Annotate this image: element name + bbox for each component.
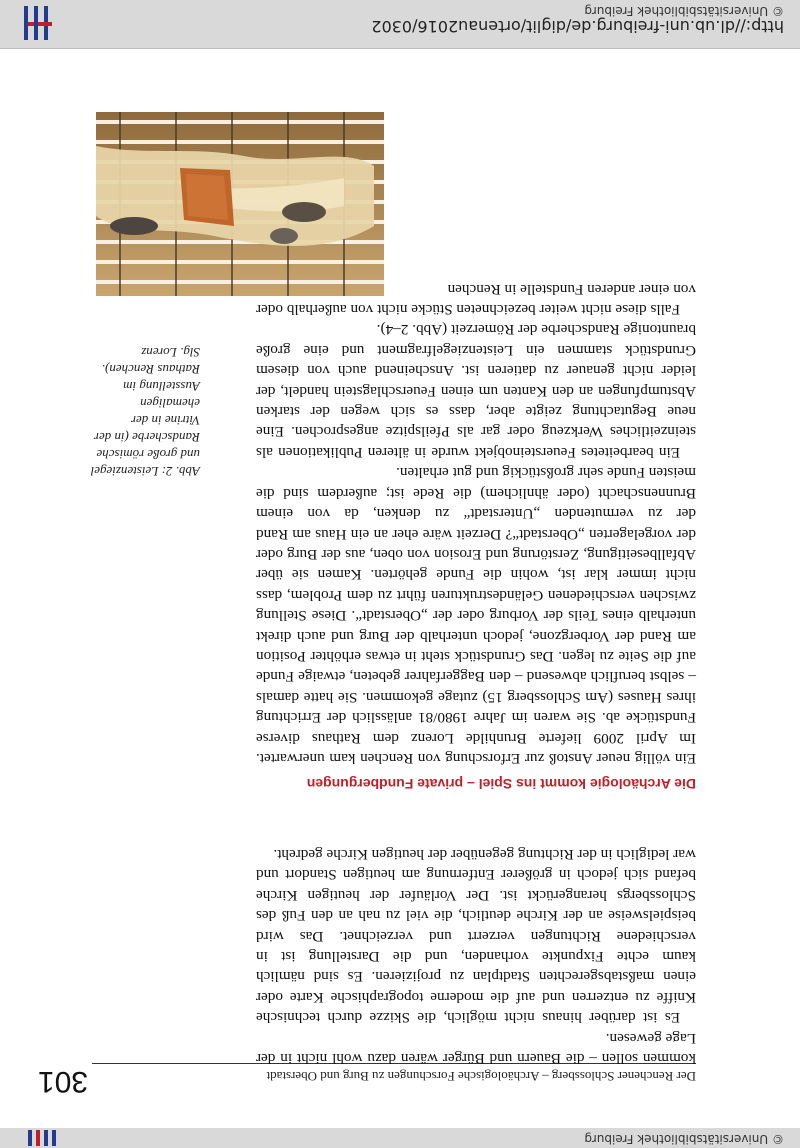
top-library-label: © Universitätsbibliothek Freiburg — [584, 1132, 784, 1146]
paragraph: Falls diese nicht weiter bezeichneten Stücke nicht von außerhalb oder von einer anderen Fundstelle in Renchen — [256, 280, 696, 319]
vitrine-photo-icon — [96, 112, 384, 296]
running-head: Der Renchener Schlossberg – Archäologische Forschungen zu Burg und Oberstadt — [92, 1063, 696, 1084]
text-column-bottom — [256, 278, 696, 768]
page-number: 301 — [37, 1065, 88, 1098]
bottom-library-label: © Universitätsbibliothek Freiburg — [584, 4, 784, 18]
text-column-top — [256, 844, 696, 1068]
paragraph: kommen sollen – die Bauern und Bürger wären dazu wohl nicht in der Lage gewesen. — [256, 1029, 696, 1067]
figure-caption: Abb. 2: Leistenziegel und große römische Randscherbe (in der Vitrine in der ehemaligen Ausstellung im Rathaus Renchen). Slg. Lorenz — [90, 345, 200, 479]
top-library-bar — [0, 1128, 800, 1148]
figure-photo — [96, 112, 384, 296]
library-logo-icon — [12, 6, 52, 40]
bottom-url-bar — [0, 0, 800, 49]
paragraph: Ein völlig neuer Anstoß zur Erforschung von Renchen kam unerwartet. Im April 2009 lieferte Brunhilde Lorenz dem Rathaus diverse Fundstücke ab. Sie waren im Jahre 1980/81 anlässlich der Errichtung ihres Hauses (Am Schlossberg 15) zutage gekommen. Sie hatte damals – selbst beruflich abwesend – den Baggerfahrer gebeten, etwaige Funde auf die Seite zu legen. Das Grundstück steht in etwas erhöhter Position am Rand der Vorbergzone, jedoch unterhalb der Burg und auch direkt unterhalb eines Teils der Vorburg oder der „Oberstadt“. Diese Stellung zwischen verschiedenen Geländestrukturen führt zu dem Problem, dass nicht immer klar ist, wohin die Funde gehörten. Kamen sie über Abfallbeseitigung, Zerstörung und Erosion von oben, aus der Burg oder der vorgelagerten „Oberstadt“? Derzeit wäre eher an ein Haus am Rand der zu vermutenden „Unterstadt“ zu denken, da von einem Brunnenschacht (oder ähnlichem) die Rede ist; außerdem sind die meisten Funde sehr großstückig und gut erhalten. — [256, 464, 696, 767]
paragraph: Ein bearbeitetes Feuersteinobjekt wurde in älteren Publikationen als steinzeitliches Werkzeug oder gar als Pfeilspitze angesprochen. Eine neue Begutachtung zeigte aber, dass es sich wegen der starken Abstumpfungen an den Kanten um einen Feuerschlagstein handelt, der leider nicht genauer zu datieren ist. Anscheinend auch von diesem Grundstück stammen ein Leistenziegelfragment und eine große brauntonige Randscherbe der Römerzeit (Abb. 2–4). — [256, 321, 696, 461]
section-heading: Die Archäologie kommt ins Spiel – private Fundbergungen — [306, 776, 696, 792]
library-logo-icon — [16, 1130, 62, 1146]
paragraph: Es ist darüber hinaus nicht möglich, die Skizze durch technische Kniffe zu entzerren und auf die moderne topographische Karte oder einen maßstabsgerechten Stadtplan zu projizieren. Es sind nämlich kaum echte Fixpunkte vorhanden, und die Darstellung ist in verschiedene Richtungen verzerrt und verzeichnet. Das wird beispielsweise an der Kirche deutlich, die viel zu nah an den Fuß des Schlossbergs herangerückt ist. Der Vorläufer der heutigen Kirche befand sich jedoch in größerer Entfernung am heutigen Standort und war lediglich in der Richtung gegenüber der heutigen Kirche gedreht. — [256, 845, 696, 1027]
source-url[interactable]: http://dl.ub.uni-freiburg.de/diglit/ortenau2016/0302 — [371, 17, 784, 36]
